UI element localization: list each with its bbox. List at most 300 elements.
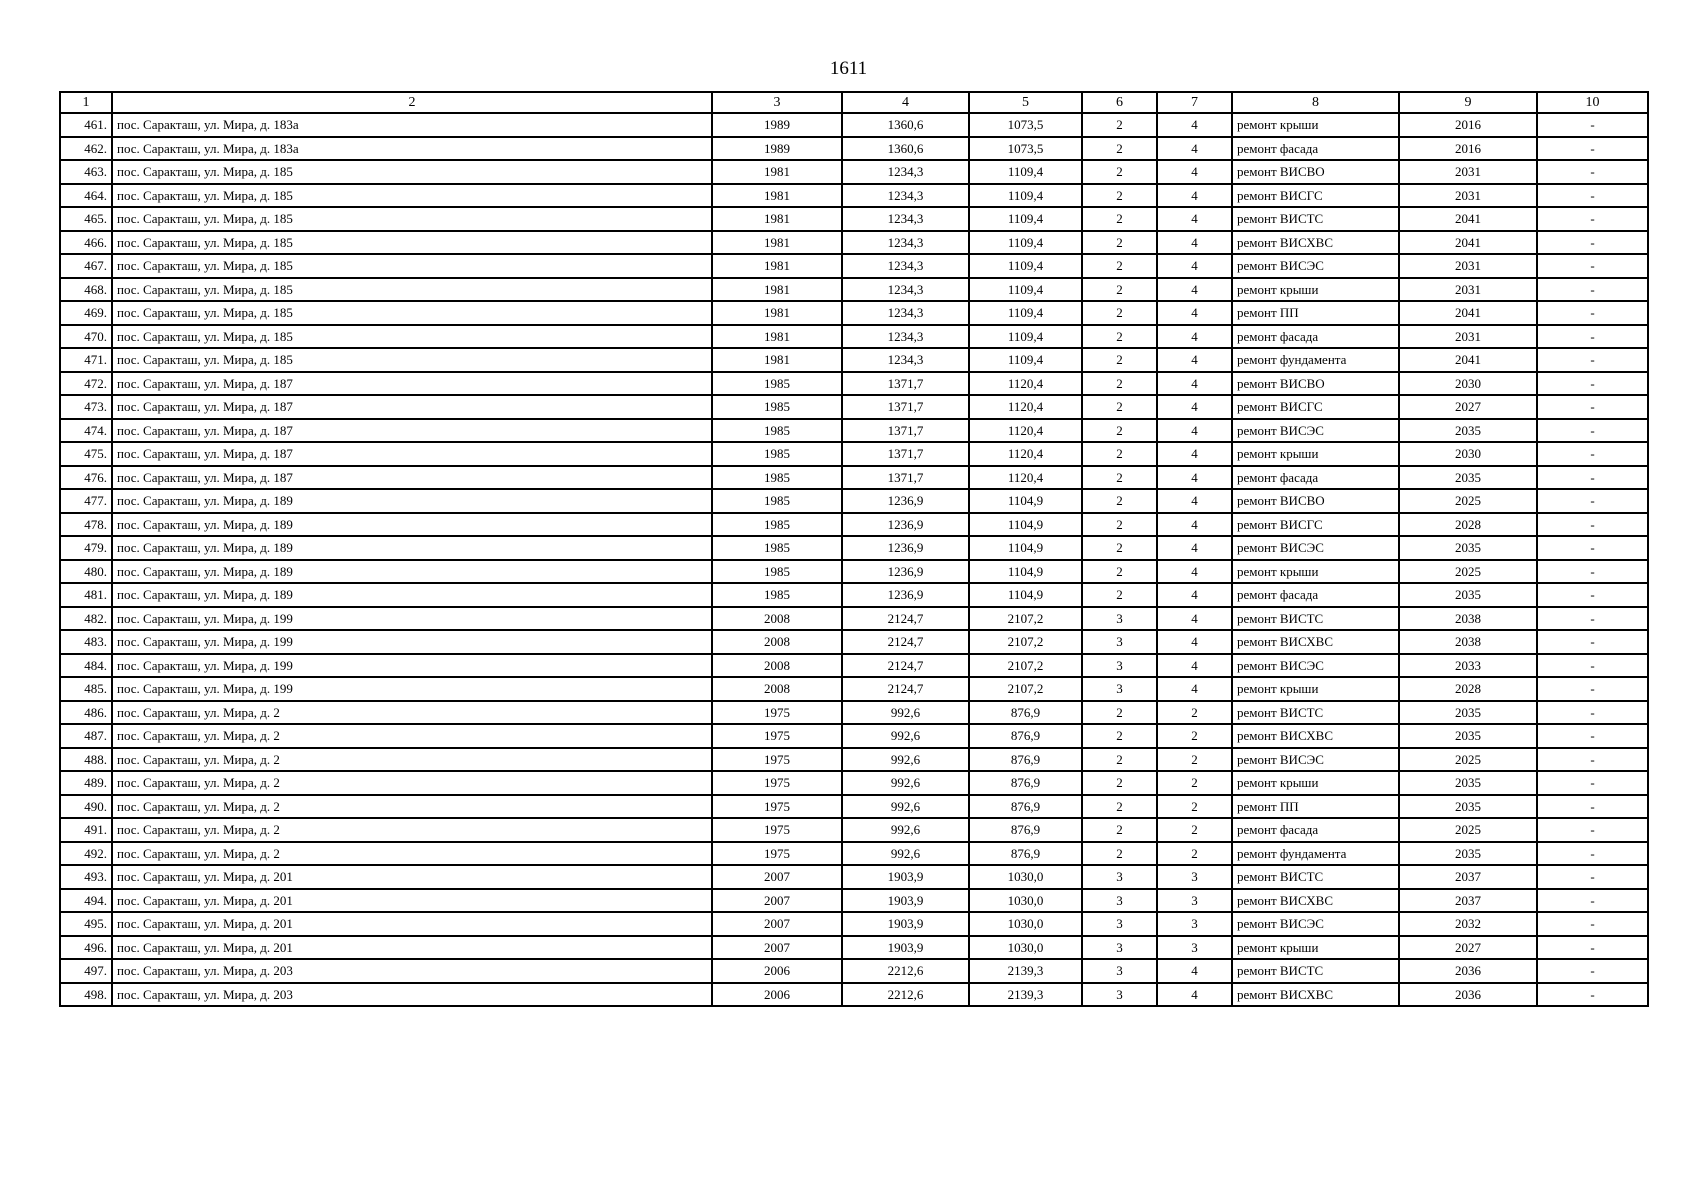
row-number-cell: 479. [60, 536, 112, 560]
entrances-cell: 4 [1157, 160, 1232, 184]
planned-year-cell: 2016 [1399, 137, 1537, 161]
address-cell: пос. Саракташ, ул. Мира, д. 185 [112, 207, 712, 231]
floors-cell: 3 [1082, 983, 1157, 1007]
work-type-cell: ремонт ВИСЭС [1232, 748, 1399, 772]
table-row [60, 654, 1648, 678]
table-row [60, 959, 1648, 983]
year-built-cell: 1989 [712, 113, 842, 137]
address-cell: пос. Саракташ, ул. Мира, д. 189 [112, 489, 712, 513]
note-cell: - [1537, 936, 1648, 960]
total-area-cell: 2124,7 [842, 607, 969, 631]
row-number-cell: 490. [60, 795, 112, 819]
note-cell: - [1537, 137, 1648, 161]
total-area-cell: 1903,9 [842, 889, 969, 913]
total-area-cell: 1371,7 [842, 372, 969, 396]
living-area-cell: 2107,2 [969, 607, 1082, 631]
address-cell: пос. Саракташ, ул. Мира, д. 2 [112, 842, 712, 866]
work-type-cell: ремонт ВИСЭС [1232, 419, 1399, 443]
floors-cell: 2 [1082, 231, 1157, 255]
note-cell: - [1537, 207, 1648, 231]
living-area-cell: 1120,4 [969, 419, 1082, 443]
work-type-cell: ремонт фундамента [1232, 348, 1399, 372]
total-area-cell: 992,6 [842, 795, 969, 819]
table-row [60, 489, 1648, 513]
living-area-cell: 1109,4 [969, 301, 1082, 325]
work-type-cell: ремонт крыши [1232, 442, 1399, 466]
work-type-cell: ремонт фасада [1232, 818, 1399, 842]
note-cell: - [1537, 113, 1648, 137]
note-cell: - [1537, 701, 1648, 725]
total-area-cell: 1371,7 [842, 419, 969, 443]
planned-year-cell: 2035 [1399, 771, 1537, 795]
planned-year-cell: 2036 [1399, 959, 1537, 983]
row-number-cell: 477. [60, 489, 112, 513]
work-type-cell: ремонт ВИСВО [1232, 160, 1399, 184]
note-cell: - [1537, 419, 1648, 443]
address-cell: пос. Саракташ, ул. Мира, д. 189 [112, 583, 712, 607]
living-area-cell: 1120,4 [969, 395, 1082, 419]
note-cell: - [1537, 677, 1648, 701]
note-cell: - [1537, 395, 1648, 419]
year-built-cell: 2007 [712, 936, 842, 960]
planned-year-cell: 2031 [1399, 254, 1537, 278]
total-area-cell: 1234,3 [842, 184, 969, 208]
work-type-cell: ремонт ВИСТС [1232, 207, 1399, 231]
year-built-cell: 1985 [712, 372, 842, 396]
address-cell: пос. Саракташ, ул. Мира, д. 201 [112, 889, 712, 913]
row-number-cell: 498. [60, 983, 112, 1007]
planned-year-cell: 2037 [1399, 889, 1537, 913]
address-cell: пос. Саракташ, ул. Мира, д. 201 [112, 912, 712, 936]
row-number-cell: 483. [60, 630, 112, 654]
living-area-cell: 1109,4 [969, 325, 1082, 349]
row-number-cell: 492. [60, 842, 112, 866]
planned-year-cell: 2030 [1399, 442, 1537, 466]
floors-cell: 2 [1082, 818, 1157, 842]
year-built-cell: 1985 [712, 536, 842, 560]
year-built-cell: 1981 [712, 325, 842, 349]
row-number-cell: 487. [60, 724, 112, 748]
table-row [60, 865, 1648, 889]
total-area-cell: 1234,3 [842, 348, 969, 372]
floors-cell: 2 [1082, 113, 1157, 137]
total-area-cell: 992,6 [842, 842, 969, 866]
note-cell: - [1537, 865, 1648, 889]
table-row [60, 724, 1648, 748]
table-row [60, 442, 1648, 466]
floors-cell: 2 [1082, 278, 1157, 302]
living-area-cell: 2107,2 [969, 630, 1082, 654]
address-cell: пос. Саракташ, ул. Мира, д. 187 [112, 395, 712, 419]
row-number-cell: 470. [60, 325, 112, 349]
work-type-cell: ремонт ВИСТС [1232, 865, 1399, 889]
table-row [60, 889, 1648, 913]
floors-cell: 2 [1082, 207, 1157, 231]
entrances-cell: 4 [1157, 325, 1232, 349]
planned-year-cell: 2038 [1399, 607, 1537, 631]
year-built-cell: 1975 [712, 818, 842, 842]
row-number-cell: 481. [60, 583, 112, 607]
row-number-cell: 462. [60, 137, 112, 161]
year-built-cell: 2007 [712, 889, 842, 913]
floors-cell: 2 [1082, 160, 1157, 184]
column-header-1: 1 [60, 92, 112, 113]
living-area-cell: 876,9 [969, 818, 1082, 842]
planned-year-cell: 2025 [1399, 818, 1537, 842]
planned-year-cell: 2033 [1399, 654, 1537, 678]
row-number-cell: 494. [60, 889, 112, 913]
table-row [60, 278, 1648, 302]
table-row [60, 301, 1648, 325]
entrances-cell: 2 [1157, 748, 1232, 772]
table-row [60, 795, 1648, 819]
entrances-cell: 2 [1157, 771, 1232, 795]
living-area-cell: 876,9 [969, 771, 1082, 795]
repair-schedule-table [59, 91, 1649, 1007]
entrances-cell: 4 [1157, 207, 1232, 231]
year-built-cell: 1985 [712, 513, 842, 537]
floors-cell: 3 [1082, 654, 1157, 678]
floors-cell: 2 [1082, 184, 1157, 208]
year-built-cell: 1975 [712, 748, 842, 772]
note-cell: - [1537, 278, 1648, 302]
floors-cell: 2 [1082, 748, 1157, 772]
work-type-cell: ремонт ВИСХВС [1232, 231, 1399, 255]
column-header-7: 7 [1157, 92, 1232, 113]
living-area-cell: 1030,0 [969, 889, 1082, 913]
floors-cell: 2 [1082, 771, 1157, 795]
living-area-cell: 1109,4 [969, 278, 1082, 302]
planned-year-cell: 2036 [1399, 983, 1537, 1007]
year-built-cell: 1975 [712, 724, 842, 748]
floors-cell: 3 [1082, 912, 1157, 936]
total-area-cell: 1371,7 [842, 442, 969, 466]
column-header-3: 3 [712, 92, 842, 113]
address-cell: пос. Саракташ, ул. Мира, д. 185 [112, 160, 712, 184]
note-cell: - [1537, 630, 1648, 654]
work-type-cell: ремонт крыши [1232, 113, 1399, 137]
address-cell: пос. Саракташ, ул. Мира, д. 203 [112, 959, 712, 983]
address-cell: пос. Саракташ, ул. Мира, д. 2 [112, 771, 712, 795]
work-type-cell: ремонт ВИСЭС [1232, 912, 1399, 936]
table-row [60, 630, 1648, 654]
row-number-cell: 497. [60, 959, 112, 983]
address-cell: пос. Саракташ, ул. Мира, д. 201 [112, 936, 712, 960]
entrances-cell: 4 [1157, 959, 1232, 983]
planned-year-cell: 2028 [1399, 677, 1537, 701]
table-row [60, 560, 1648, 584]
floors-cell: 2 [1082, 536, 1157, 560]
total-area-cell: 1371,7 [842, 395, 969, 419]
entrances-cell: 3 [1157, 912, 1232, 936]
planned-year-cell: 2025 [1399, 489, 1537, 513]
entrances-cell: 4 [1157, 137, 1232, 161]
total-area-cell: 992,6 [842, 748, 969, 772]
table-row [60, 113, 1648, 137]
living-area-cell: 1109,4 [969, 184, 1082, 208]
note-cell: - [1537, 748, 1648, 772]
work-type-cell: ремонт фасада [1232, 325, 1399, 349]
table-row [60, 583, 1648, 607]
living-area-cell: 1073,5 [969, 137, 1082, 161]
note-cell: - [1537, 771, 1648, 795]
page-number: 1611 [829, 58, 868, 79]
total-area-cell: 1234,3 [842, 207, 969, 231]
total-area-cell: 1234,3 [842, 160, 969, 184]
work-type-cell: ремонт крыши [1232, 560, 1399, 584]
year-built-cell: 1989 [712, 137, 842, 161]
address-cell: пос. Саракташ, ул. Мира, д. 187 [112, 419, 712, 443]
living-area-cell: 1120,4 [969, 466, 1082, 490]
total-area-cell: 1234,3 [842, 325, 969, 349]
address-cell: пос. Саракташ, ул. Мира, д. 185 [112, 254, 712, 278]
address-cell: пос. Саракташ, ул. Мира, д. 199 [112, 607, 712, 631]
planned-year-cell: 2031 [1399, 184, 1537, 208]
work-type-cell: ремонт фасада [1232, 137, 1399, 161]
work-type-cell: ремонт крыши [1232, 771, 1399, 795]
table-row [60, 818, 1648, 842]
total-area-cell: 1234,3 [842, 231, 969, 255]
living-area-cell: 876,9 [969, 842, 1082, 866]
address-cell: пос. Саракташ, ул. Мира, д. 2 [112, 724, 712, 748]
year-built-cell: 2007 [712, 865, 842, 889]
row-number-cell: 485. [60, 677, 112, 701]
living-area-cell: 1030,0 [969, 865, 1082, 889]
living-area-cell: 1073,5 [969, 113, 1082, 137]
note-cell: - [1537, 912, 1648, 936]
work-type-cell: ремонт ВИСГС [1232, 184, 1399, 208]
note-cell: - [1537, 184, 1648, 208]
address-cell: пос. Саракташ, ул. Мира, д. 189 [112, 513, 712, 537]
work-type-cell: ремонт ПП [1232, 301, 1399, 325]
address-cell: пос. Саракташ, ул. Мира, д. 2 [112, 795, 712, 819]
planned-year-cell: 2035 [1399, 419, 1537, 443]
entrances-cell: 4 [1157, 231, 1232, 255]
total-area-cell: 1371,7 [842, 466, 969, 490]
living-area-cell: 1104,9 [969, 560, 1082, 584]
entrances-cell: 4 [1157, 113, 1232, 137]
note-cell: - [1537, 325, 1648, 349]
year-built-cell: 1981 [712, 301, 842, 325]
year-built-cell: 2006 [712, 959, 842, 983]
row-number-cell: 484. [60, 654, 112, 678]
planned-year-cell: 2035 [1399, 701, 1537, 725]
work-type-cell: ремонт ВИСТС [1232, 959, 1399, 983]
table-row [60, 677, 1648, 701]
planned-year-cell: 2035 [1399, 795, 1537, 819]
total-area-cell: 992,6 [842, 771, 969, 795]
address-cell: пос. Саракташ, ул. Мира, д. 199 [112, 654, 712, 678]
work-type-cell: ремонт ВИСТС [1232, 701, 1399, 725]
floors-cell: 2 [1082, 442, 1157, 466]
row-number-cell: 465. [60, 207, 112, 231]
planned-year-cell: 2035 [1399, 842, 1537, 866]
table-row [60, 748, 1648, 772]
total-area-cell: 2212,6 [842, 959, 969, 983]
address-cell: пос. Саракташ, ул. Мира, д. 183а [112, 137, 712, 161]
row-number-cell: 473. [60, 395, 112, 419]
living-area-cell: 2139,3 [969, 983, 1082, 1007]
planned-year-cell: 2032 [1399, 912, 1537, 936]
note-cell: - [1537, 160, 1648, 184]
work-type-cell: ремонт ВИСВО [1232, 372, 1399, 396]
entrances-cell: 4 [1157, 983, 1232, 1007]
entrances-cell: 2 [1157, 842, 1232, 866]
living-area-cell: 876,9 [969, 748, 1082, 772]
entrances-cell: 4 [1157, 489, 1232, 513]
total-area-cell: 2212,6 [842, 983, 969, 1007]
column-header-5: 5 [969, 92, 1082, 113]
planned-year-cell: 2041 [1399, 301, 1537, 325]
column-header-4: 4 [842, 92, 969, 113]
year-built-cell: 2007 [712, 912, 842, 936]
row-number-cell: 482. [60, 607, 112, 631]
year-built-cell: 1981 [712, 278, 842, 302]
table-row [60, 513, 1648, 537]
note-cell: - [1537, 654, 1648, 678]
row-number-cell: 495. [60, 912, 112, 936]
work-type-cell: ремонт крыши [1232, 936, 1399, 960]
header-row [60, 92, 1648, 113]
address-cell: пос. Саракташ, ул. Мира, д. 185 [112, 325, 712, 349]
year-built-cell: 1981 [712, 254, 842, 278]
planned-year-cell: 2016 [1399, 113, 1537, 137]
table-row [60, 607, 1648, 631]
column-header-8: 8 [1232, 92, 1399, 113]
row-number-cell: 478. [60, 513, 112, 537]
year-built-cell: 1985 [712, 395, 842, 419]
floors-cell: 3 [1082, 677, 1157, 701]
living-area-cell: 1120,4 [969, 372, 1082, 396]
floors-cell: 2 [1082, 466, 1157, 490]
planned-year-cell: 2027 [1399, 936, 1537, 960]
total-area-cell: 1903,9 [842, 912, 969, 936]
entrances-cell: 4 [1157, 184, 1232, 208]
living-area-cell: 1109,4 [969, 160, 1082, 184]
work-type-cell: ремонт ПП [1232, 795, 1399, 819]
row-number-cell: 464. [60, 184, 112, 208]
living-area-cell: 1104,9 [969, 489, 1082, 513]
planned-year-cell: 2038 [1399, 630, 1537, 654]
table-row [60, 348, 1648, 372]
entrances-cell: 4 [1157, 419, 1232, 443]
note-cell: - [1537, 818, 1648, 842]
planned-year-cell: 2027 [1399, 395, 1537, 419]
total-area-cell: 1360,6 [842, 137, 969, 161]
entrances-cell: 2 [1157, 795, 1232, 819]
row-number-cell: 486. [60, 701, 112, 725]
living-area-cell: 1109,4 [969, 348, 1082, 372]
column-header-10: 10 [1537, 92, 1648, 113]
row-number-cell: 474. [60, 419, 112, 443]
work-type-cell: ремонт ВИСТС [1232, 607, 1399, 631]
table-row [60, 372, 1648, 396]
total-area-cell: 1236,9 [842, 560, 969, 584]
note-cell: - [1537, 466, 1648, 490]
address-cell: пос. Саракташ, ул. Мира, д. 185 [112, 278, 712, 302]
total-area-cell: 2124,7 [842, 654, 969, 678]
work-type-cell: ремонт ВИСЭС [1232, 536, 1399, 560]
year-built-cell: 1981 [712, 184, 842, 208]
table-row [60, 466, 1648, 490]
total-area-cell: 992,6 [842, 818, 969, 842]
floors-cell: 3 [1082, 889, 1157, 913]
living-area-cell: 876,9 [969, 724, 1082, 748]
column-header-2: 2 [112, 92, 712, 113]
year-built-cell: 1985 [712, 419, 842, 443]
entrances-cell: 4 [1157, 536, 1232, 560]
total-area-cell: 1234,3 [842, 278, 969, 302]
address-cell: пос. Саракташ, ул. Мира, д. 189 [112, 560, 712, 584]
note-cell: - [1537, 959, 1648, 983]
address-cell: пос. Саракташ, ул. Мира, д. 185 [112, 231, 712, 255]
table-row [60, 207, 1648, 231]
year-built-cell: 1985 [712, 489, 842, 513]
floors-cell: 3 [1082, 936, 1157, 960]
planned-year-cell: 2041 [1399, 348, 1537, 372]
planned-year-cell: 2025 [1399, 560, 1537, 584]
row-number-cell: 469. [60, 301, 112, 325]
planned-year-cell: 2031 [1399, 160, 1537, 184]
year-built-cell: 1981 [712, 231, 842, 255]
year-built-cell: 1981 [712, 348, 842, 372]
floors-cell: 2 [1082, 348, 1157, 372]
note-cell: - [1537, 983, 1648, 1007]
address-cell: пос. Саракташ, ул. Мира, д. 189 [112, 536, 712, 560]
work-type-cell: ремонт ВИСХВС [1232, 630, 1399, 654]
year-built-cell: 1975 [712, 842, 842, 866]
total-area-cell: 1234,3 [842, 254, 969, 278]
year-built-cell: 1981 [712, 207, 842, 231]
floors-cell: 2 [1082, 372, 1157, 396]
note-cell: - [1537, 254, 1648, 278]
planned-year-cell: 2030 [1399, 372, 1537, 396]
table-row [60, 701, 1648, 725]
living-area-cell: 2107,2 [969, 677, 1082, 701]
table-row [60, 184, 1648, 208]
table-row [60, 254, 1648, 278]
total-area-cell: 2124,7 [842, 677, 969, 701]
living-area-cell: 1104,9 [969, 513, 1082, 537]
entrances-cell: 3 [1157, 936, 1232, 960]
table-row [60, 419, 1648, 443]
planned-year-cell: 2028 [1399, 513, 1537, 537]
address-cell: пос. Саракташ, ул. Мира, д. 2 [112, 701, 712, 725]
entrances-cell: 3 [1157, 865, 1232, 889]
entrances-cell: 4 [1157, 466, 1232, 490]
floors-cell: 3 [1082, 865, 1157, 889]
floors-cell: 2 [1082, 489, 1157, 513]
address-cell: пос. Саракташ, ул. Мира, д. 185 [112, 301, 712, 325]
floors-cell: 2 [1082, 701, 1157, 725]
table-row [60, 983, 1648, 1007]
row-number-cell: 496. [60, 936, 112, 960]
floors-cell: 3 [1082, 630, 1157, 654]
note-cell: - [1537, 583, 1648, 607]
total-area-cell: 1360,6 [842, 113, 969, 137]
year-built-cell: 2008 [712, 677, 842, 701]
floors-cell: 2 [1082, 795, 1157, 819]
floors-cell: 2 [1082, 395, 1157, 419]
entrances-cell: 2 [1157, 724, 1232, 748]
row-number-cell: 488. [60, 748, 112, 772]
entrances-cell: 4 [1157, 348, 1232, 372]
row-number-cell: 491. [60, 818, 112, 842]
living-area-cell: 876,9 [969, 795, 1082, 819]
work-type-cell: ремонт ВИСЭС [1232, 654, 1399, 678]
work-type-cell: ремонт фасада [1232, 466, 1399, 490]
note-cell: - [1537, 795, 1648, 819]
